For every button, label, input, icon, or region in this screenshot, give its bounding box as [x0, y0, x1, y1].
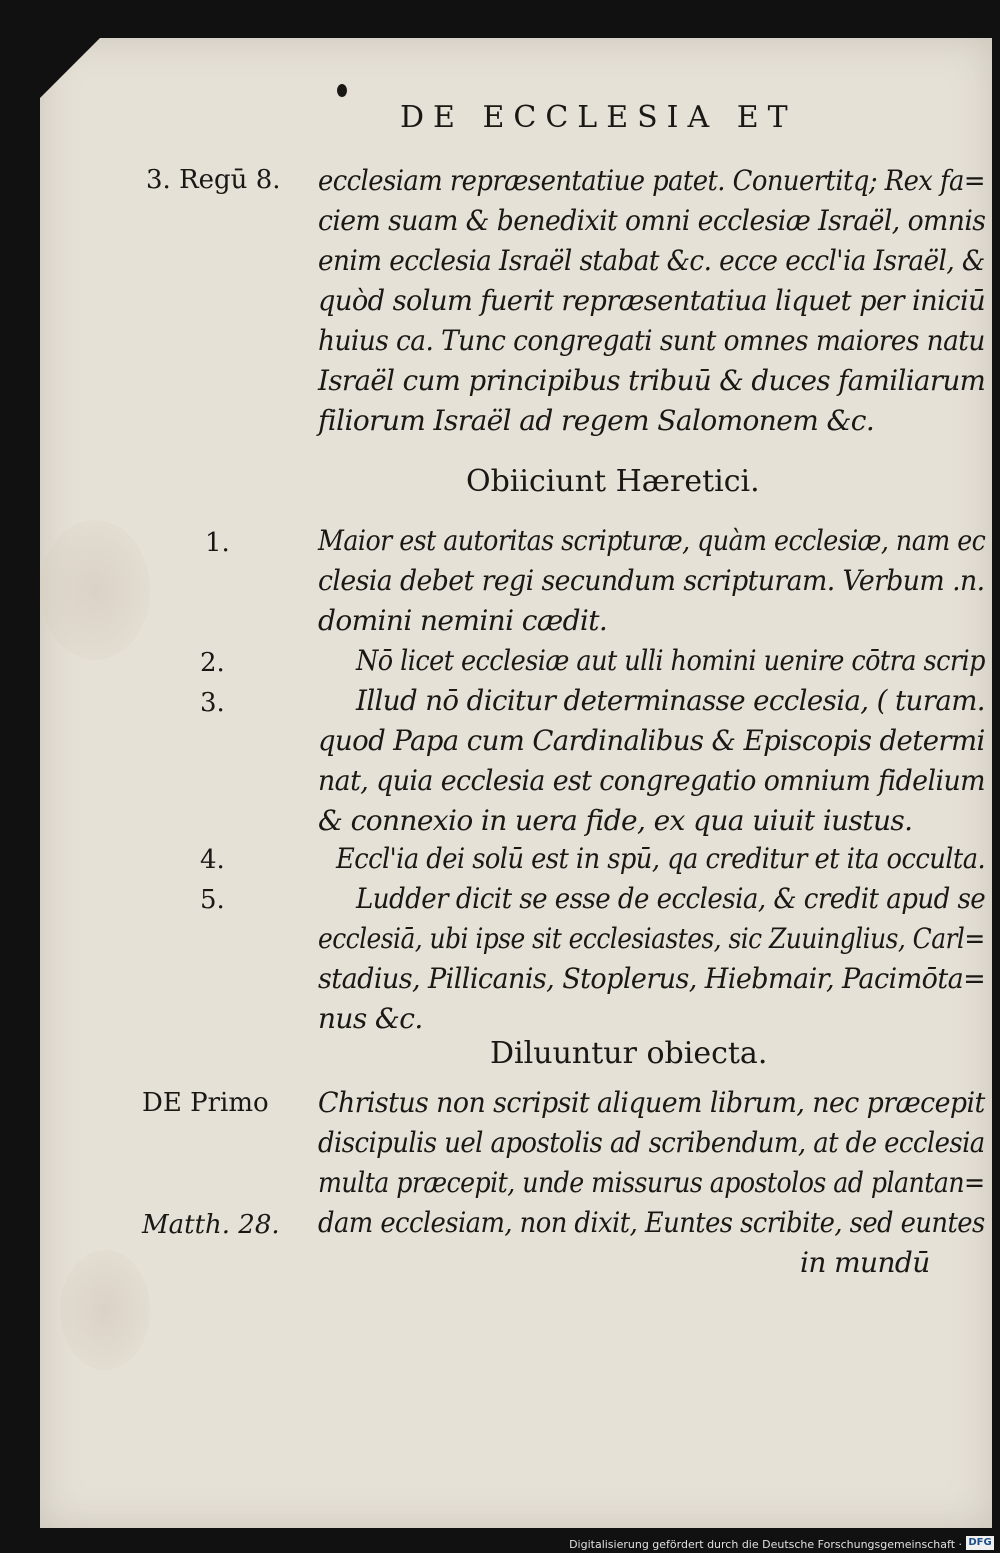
margin-note-5: 5.: [200, 885, 225, 915]
text-line: Eccl'ia dei solū est in spū, qa creditur et ita occulta.: [336, 842, 986, 875]
text-line: multa præcepit, unde missurus apostolos ad plantan=: [318, 1166, 985, 1199]
text-line: ecclesiam repræsentatiue patet. Conuertitq; Rex fa=: [318, 164, 985, 197]
digitization-credit: Digitalisierung gefördert durch die Deutsche Forschungsgemeinschaft ·: [569, 1538, 962, 1551]
margin-note-3: 3.: [200, 688, 225, 718]
text-line: Illud nō dicitur determinasse ecclesia, ( turam.: [356, 684, 985, 717]
margin-note-matth: Matth. 28.: [142, 1210, 280, 1240]
text-line: nat, quia ecclesia est congregatio omnium fidelium: [318, 764, 985, 797]
margin-note-2: 2.: [200, 648, 225, 678]
text-line: Israël cum principibus tribuū & duces familiarum: [318, 364, 986, 397]
text-line: discipulis uel apostolis ad scribendum, at de ecclesia: [318, 1126, 985, 1159]
text-line: quòd solum fuerit repræsentatiua liquet per iniciū: [318, 284, 986, 317]
text-line: huius ca. Tunc congregati sunt omnes maiores natu: [318, 324, 985, 357]
text-line: Christus non scripsit aliquem librum, nec præcepit: [318, 1086, 985, 1119]
text-line: stadius, Pillicanis, Stoplerus, Hiebmair, Pacimōta=: [318, 962, 986, 995]
text-line: quod Papa cum Cardinalibus & Episcopis determi: [318, 724, 985, 757]
heading-obiiciunt: Obiiciunt Hæretici.: [466, 464, 760, 499]
text-line: nus &c.: [318, 1002, 423, 1035]
text-line: ciem suam & benedixit omni ecclesiæ Israël, omnis: [318, 204, 986, 237]
paper-stain: [60, 1250, 150, 1370]
text-line: in mundū: [800, 1246, 930, 1279]
margin-note-4: 4.: [200, 845, 225, 875]
text-line: Maior est autoritas scripturæ, quàm ecclesiæ, nam ec: [318, 524, 986, 557]
text-line: Ludder dicit se esse de ecclesia, & credit apud se: [356, 882, 986, 915]
text-line: enim ecclesia Israël stabat &c. ecce eccl'ia Israël, &: [318, 244, 985, 277]
ink-dot: [337, 84, 347, 97]
text-line: filiorum Israël ad regem Salomonem &c.: [318, 404, 875, 437]
heading-diluuntur: Diluuntur obiecta.: [490, 1036, 768, 1071]
page-corner-fold: [40, 38, 100, 98]
text-line: Nō licet ecclesiæ aut ulli homini uenire cōtra scrip: [356, 644, 985, 677]
margin-note-1: 1.: [205, 528, 230, 558]
text-line: clesia debet regi secundum scripturam. Verbum .n.: [318, 564, 985, 597]
text-line: & connexio in uera fide, ex qua uiuit iustus.: [318, 804, 913, 837]
margin-note-de-primo: DE Primo: [142, 1088, 269, 1118]
text-line: ecclesiā, ubi ipse sit ecclesiastes, sic Zuuinglius, Carl=: [318, 922, 985, 955]
paper-stain: [40, 520, 150, 660]
dfg-logo: DFG: [966, 1536, 994, 1550]
text-line: domini nemini cædit.: [318, 604, 608, 637]
running-title: DE ECCLESIA ET: [400, 100, 797, 135]
margin-note-reg: 3. Regū 8.: [146, 165, 281, 195]
text-line: dam ecclesiam, non dixit, Euntes scribite, sed euntes: [318, 1206, 985, 1239]
